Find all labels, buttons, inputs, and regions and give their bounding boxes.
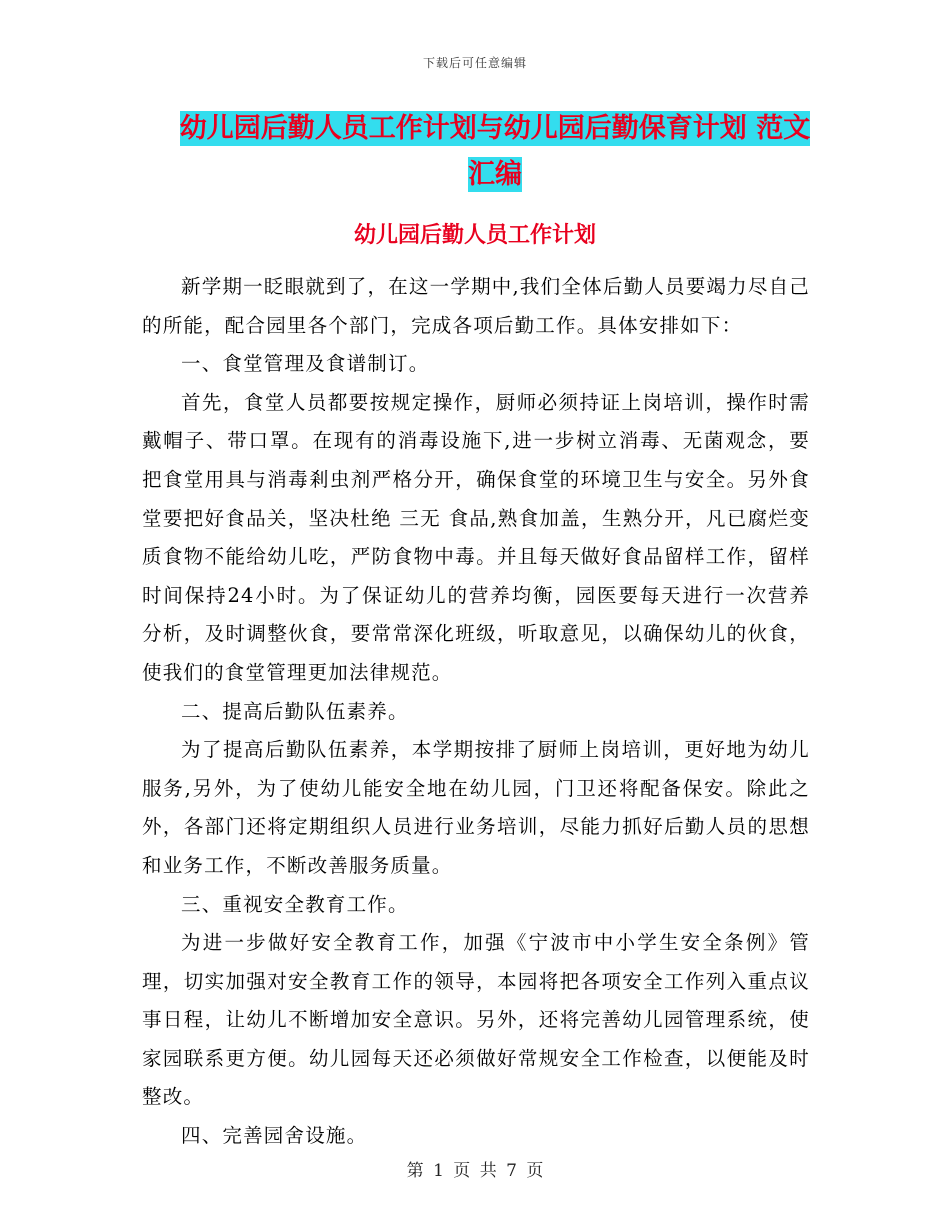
- page-header-note: 下载后可任意编辑: [422, 56, 527, 70]
- document-title-line1: 幼儿园后勤人员工作计划与幼儿园后勤保育计划 范文: [179, 113, 811, 144]
- section-title: 幼儿园后勤人员工作计划: [353, 222, 596, 248]
- heading-staff-quality: 二、提高后勤队伍素养。: [181, 699, 409, 723]
- page-number-footer: 第 1 页 共 7 页: [406, 1161, 544, 1181]
- heading-canteen-management: 一、食堂管理及食谱制订。: [181, 352, 430, 376]
- document-title: [150, 106, 840, 198]
- document-body: [142, 268, 810, 1156]
- heading-facilities: 四、完善园舍设施。: [181, 1124, 368, 1148]
- paragraph-canteen: 首先，食堂人员都要按规定操作，厨师必须持证上岗培训，操作时需戴帽子、带口罩。在现有的消毒设施下,进一步树立消毒、无菌观念，要把食堂用具与消毒剎虫剂严格分开，确保食堂的环境卫生与安全。另外食堂要把好食品关，坚决杜绝 三无 食品,熟食加盖，生熟分开，凡已腐烂变质食物不能给幼儿吃，严防食物中毒。并且每天做好食品留样工作，留样时间保持24小时。为了保证幼儿的营养均衡，园医要每天进行一次营养分析，及时调整伙食，要常常深化班级，听取意见，以确保幼儿的伙食，使我们的食堂管理更加法律规范。: [142, 390, 810, 684]
- document-title-line2: 汇编: [468, 159, 522, 190]
- paragraph-safety-education: 为进一步做好安全教育工作，加强《宁波市中小学生安全条例》管理，切实加强对安全教育工作的领导，本园将把各项安全工作列入重点议事日程，让幼儿不断增加安全意识。另外，还将完善幼儿园管理系统，使家园联系更方便。幼儿园每天还必须做好常规安全工作检查，以便能及时整改。: [142, 931, 810, 1109]
- heading-safety-education: 三、重视安全教育工作。: [181, 892, 409, 916]
- paragraph-intro: 新学期一眨眼就到了，在这一学期中,我们全体后勤人员要竭力尽自己的所能，配合园里各个部门，完成各项后勤工作。具体安排如下：: [142, 275, 810, 337]
- paragraph-staff-quality: 为了提高后勤队伍素养，本学期按排了厨师上岗培训，更好地为幼儿服务,另外，为了使幼儿能安全地在幼儿园，门卫还将配备保安。除此之外，各部门还将定期组织人员进行业务培训，尽能力抓好后勤人员的思想和业务工作，不断改善服务质量。: [142, 738, 810, 877]
